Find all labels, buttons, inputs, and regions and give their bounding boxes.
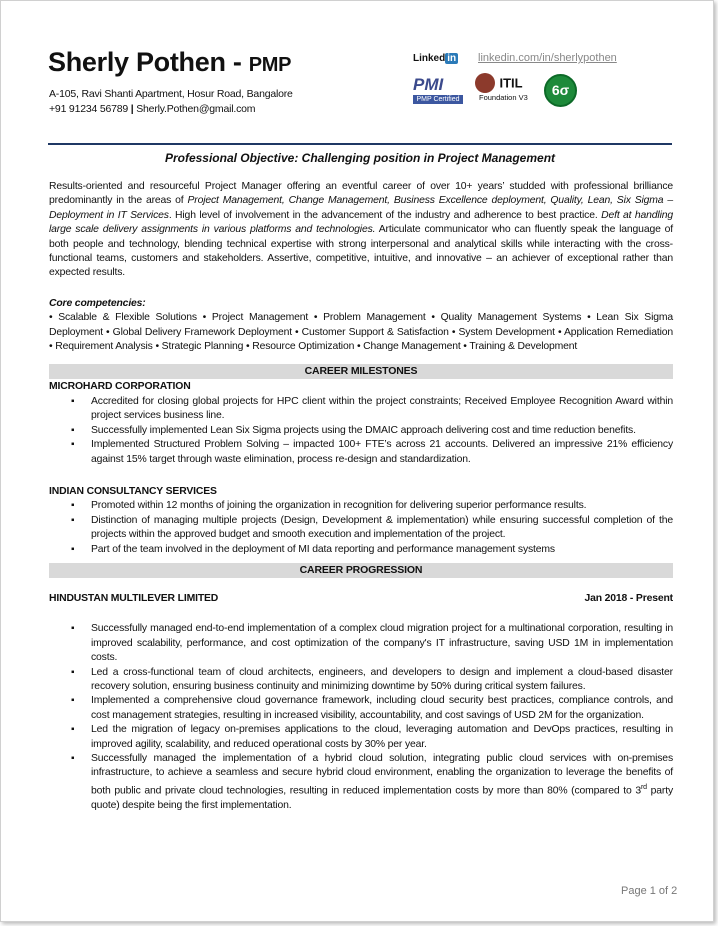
itil-sub: Foundation V3 xyxy=(479,93,528,102)
separator: | xyxy=(128,103,137,115)
bullet-list xyxy=(71,622,673,813)
company-name: HINDUSTAN MULTILEVER LIMITED xyxy=(49,592,219,604)
email[interactable]: Sherly.Pothen@gmail.com xyxy=(136,103,256,115)
resume-body xyxy=(49,180,673,813)
contact-info xyxy=(49,87,293,117)
summary-italic: Project Management, Change Management, Business Excellence deployment, Quality, Lean, Six Sigma – Deployment in IT Services xyxy=(49,195,674,221)
linkedin-in: in xyxy=(447,53,457,64)
pmi-cert: PMP Certified xyxy=(413,95,463,104)
summary-text: Articulate communicator who can fluently speak the language of both people and technology, blending technical expertise with strong interpersonal and analytical skills while interacting with the cross-functional teams, customers and stakeholders. Assertive, competitive, intuitive, and innovative – an achiever of exceptional rather than expected results. xyxy=(49,224,673,279)
itil-text: ITIL xyxy=(499,75,523,91)
list-item: ▪ Part of the team involved in the deployment of MI data reporting and performance management systems xyxy=(71,543,673,557)
summary xyxy=(49,180,673,281)
list-item-text: Successfully managed the implementation of a hybrid cloud solution, integrating public cloud services with on-premises infrastructure, to achieve a seamless and secure hybrid cloud environment, enabling the organization to leverage the benefits of both public and private cloud technologies, resulting in reduced implementation costs by more than 80% (compared to 3 xyxy=(91,753,673,797)
job-header xyxy=(49,592,673,606)
list-item: ▪ Promoted within 12 months of joining the organization in recognition for delivering superior performance results. xyxy=(71,499,673,513)
section-header-milestones: CAREER MILESTONES xyxy=(49,364,673,379)
list-item: ▪ Led a cross-functional team of cloud architects, engineers, and developers to design and implement a cloud-based disaster recovery solution, ensuring business continuity and minimizing downtime by 50% during critical system failures. xyxy=(71,666,673,695)
list-item: ▪ Successfully managed end-to-end implementation of a complex cloud migration project for a multinational corporation, resulting in improved scalability, performance, and cost optimization of the company's IT infrastructure, saving USD 1M in implementation costs. xyxy=(71,622,673,665)
competencies-title: Core competencies: xyxy=(49,297,146,309)
linkedin-label: Linked xyxy=(413,53,446,64)
list-item: ▪ Accredited for closing global projects for HPC client within the project constraints; Received Employee Recognition Award within project services business line. xyxy=(71,395,673,424)
phone: +91 91234 56789 xyxy=(49,103,129,115)
six-sigma-logo: 6σ xyxy=(544,74,577,107)
itil-logo xyxy=(475,73,537,111)
address: A-105, Ravi Shanti Apartment, Hosur Road, Bangalore xyxy=(49,88,293,100)
company-name: MICROHARD CORPORATION xyxy=(49,381,191,393)
list-item: ▪ Implemented Structured Problem Solving – impacted 100+ FTE’s across 21 accounts. Delivered an impressive 21% efficiency against 15% target through waste elimination, process re-design and standardization. xyxy=(71,438,673,467)
pmi-logo xyxy=(413,75,463,109)
credential: PMP xyxy=(248,54,292,76)
list-item: ▪ Successfully implemented Lean Six Sigma projects using the DMAIC approach delivering cost and time reduction benefits. xyxy=(71,424,673,438)
summary-text: . High level of involvement in the advancement of the industry and adherence to best practice. xyxy=(168,209,602,221)
pmi-text: PMI xyxy=(413,75,444,94)
list-item: ▪ Implemented a comprehensive cloud governance framework, including cloud security best practices, compliance controls, and cost management strategies, resulting in increased visibility, accountability, and cost savings of USD 2M for the organization. xyxy=(71,694,673,723)
superscript: rd xyxy=(640,783,647,791)
page-number: Page 1 of 2 xyxy=(621,885,678,897)
list-item: ▪ Led the migration of legacy on-premises applications to the cloud, leveraging automation and DevOps practices, resulting in improved agility, scalability, and reduced operational costs by 30% per year. xyxy=(71,723,673,752)
name-text: Sherly Pothen - xyxy=(48,47,249,77)
bullet-list xyxy=(71,395,673,467)
summary-italic: Deft at handling large scale delivery assignments in various platforms and technologies. xyxy=(49,209,674,236)
bullet-list xyxy=(71,499,673,557)
objective: Professional Objective: Challenging position in Project Management xyxy=(164,151,556,165)
summary-text: Results-oriented and resourceful Project Manager offering an eventful career of over 10+ years’ studded with professional brilliance predominantly in the areas of xyxy=(49,181,673,207)
section-header-progression: CAREER PROGRESSION xyxy=(49,563,673,578)
company-name: INDIAN CONSULTANCY SERVICES xyxy=(49,485,217,497)
competencies-list: • Scalable & Flexible Solutions • Project Management • Problem Management • Quality Management Systems • Lean Six Sigma Deployment • Global Delivery Framework Deployment • Customer Support & Satisfaction • System Development • Application Remediation • Requirement Analysis • Strategic Planning • Resource Optimization • Change Management • Training & Development xyxy=(49,312,673,353)
itil-mark-icon xyxy=(475,73,495,93)
linkedin-logo xyxy=(413,53,458,64)
candidate-name xyxy=(48,47,291,78)
list-item xyxy=(71,752,673,813)
header-divider xyxy=(48,143,672,145)
list-item-text: party quote) despite being the first implementation. xyxy=(91,785,673,811)
job-dates: Jan 2018 - Present xyxy=(584,592,673,604)
linkedin-link[interactable]: linkedin.com/in/sherlypothen xyxy=(478,52,617,64)
list-item: ▪ Distinction of managing multiple projects (Design, Development & implementation) while ensuring successful completion of the projects within the approved budget and smooth execution and implementation of the project. xyxy=(71,514,673,543)
